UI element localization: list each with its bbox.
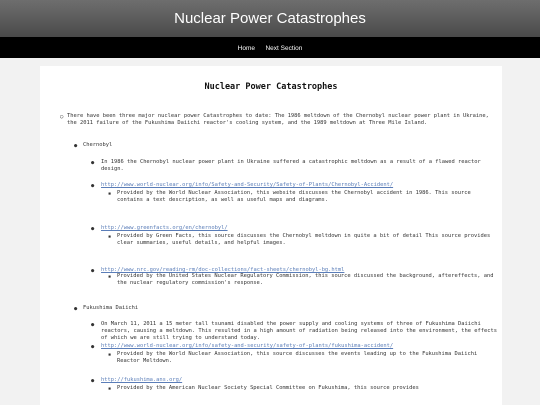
source-description: Provided by Green Facts, this source discusses the Chernobyl meltdown in quite a bit of detail This source provides clear summaries, useful details, and helpful images. [117,233,491,246]
source-item [101,182,499,189]
source-link[interactable]: http://fukushima.ans.org/ [101,377,183,383]
source-link[interactable]: http://www.world-nuclear.org/info/safety-and-security/safety-of-plants/fukushima-accident/ [101,343,394,349]
nav-home-link[interactable]: Home [237,45,256,52]
bullet-icon: ▪ [108,191,112,197]
bullet-icon: ● [91,160,95,166]
source-link[interactable]: http://www.greenfacts.org/en/chernobyl/ [101,225,228,231]
nav-bar [0,37,540,58]
bullet-icon: ▪ [108,352,112,358]
site-title: Nuclear Power Catastrophes [174,10,366,27]
page-heading: Nuclear Power Catastrophes [204,82,338,92]
bullet-icon: ● [91,322,95,328]
content-panel [40,66,502,405]
site-header [0,0,540,37]
bullet-icon: ● [91,378,95,384]
source-item [101,343,499,350]
bullet-icon: ▪ [108,386,112,392]
fukushima-summary: On March 11, 2011 a 15 meter tall tsunami disabled the power supply and cooling systems of three of Fukushima Daiichi reactors, causing a meltdown. This resulted in a high amount of radiation being released into the environment, the effects of which we are still trying to understand today. [101,321,497,341]
source-item [101,377,499,384]
bullet-icon: ● [91,226,95,232]
nav-next-section-link[interactable]: Next Section [265,45,303,52]
section-label-fukushima: Fukushima Daiichi [83,305,139,311]
source-link[interactable]: http://www.nrc.gov/reading-rm/doc-collections/fact-sheets/chernobyl-bg.html [101,267,345,273]
source-description: Provided by the World Nuclear Association, this source discusses the events leading up to the Fukushima Daiichi Reactor Meltdown. [117,351,478,364]
bullet-icon: ▪ [108,274,112,280]
bullet-icon: ● [91,183,95,189]
source-link[interactable]: http://www.world-nuclear.org/info/Safety-and-Security/Safety-of-Plants/Chernobyl-Accident/ [101,182,394,188]
bullet-icon: ● [74,306,78,312]
chernobyl-summary: In 1986 the Chernobyl nuclear power plant in Ukraine suffered a catastrophic meltdown as a result of a flawed reactor design. [101,159,481,172]
section-label-chernobyl: Chernobyl [83,142,113,148]
bullet-icon: ● [74,143,78,149]
bullet-icon: ● [91,344,95,350]
bullet-icon: ● [91,268,95,274]
source-item [101,225,499,232]
source-description: Provided by the United States Nuclear Regulatory Commission, this source discussed the background, aftereffects, and the nuclear regulatory commission's response. [117,273,494,286]
source-description: Provided by the World Nuclear Association, this website discusses the Chernobyl accident in 1986. This source contains a text description, as well as useful maps and diagrams. [117,190,471,203]
bullet-icon: ○ [60,114,64,120]
source-description: Provided by the American Nuclear Society Special Committee on Fukushima, this source provides [117,385,419,391]
intro-text: There have been three major nuclear power Catastrophes to date: The 1986 meltdown of the Chernobyl nuclear power plant in Ukraine, the 2011 failure of the Fukushima Daiichi reactor's cooling system, and the 1989 meltdown at Three Mile Island. [67,113,489,126]
bullet-icon: ▪ [108,234,112,240]
